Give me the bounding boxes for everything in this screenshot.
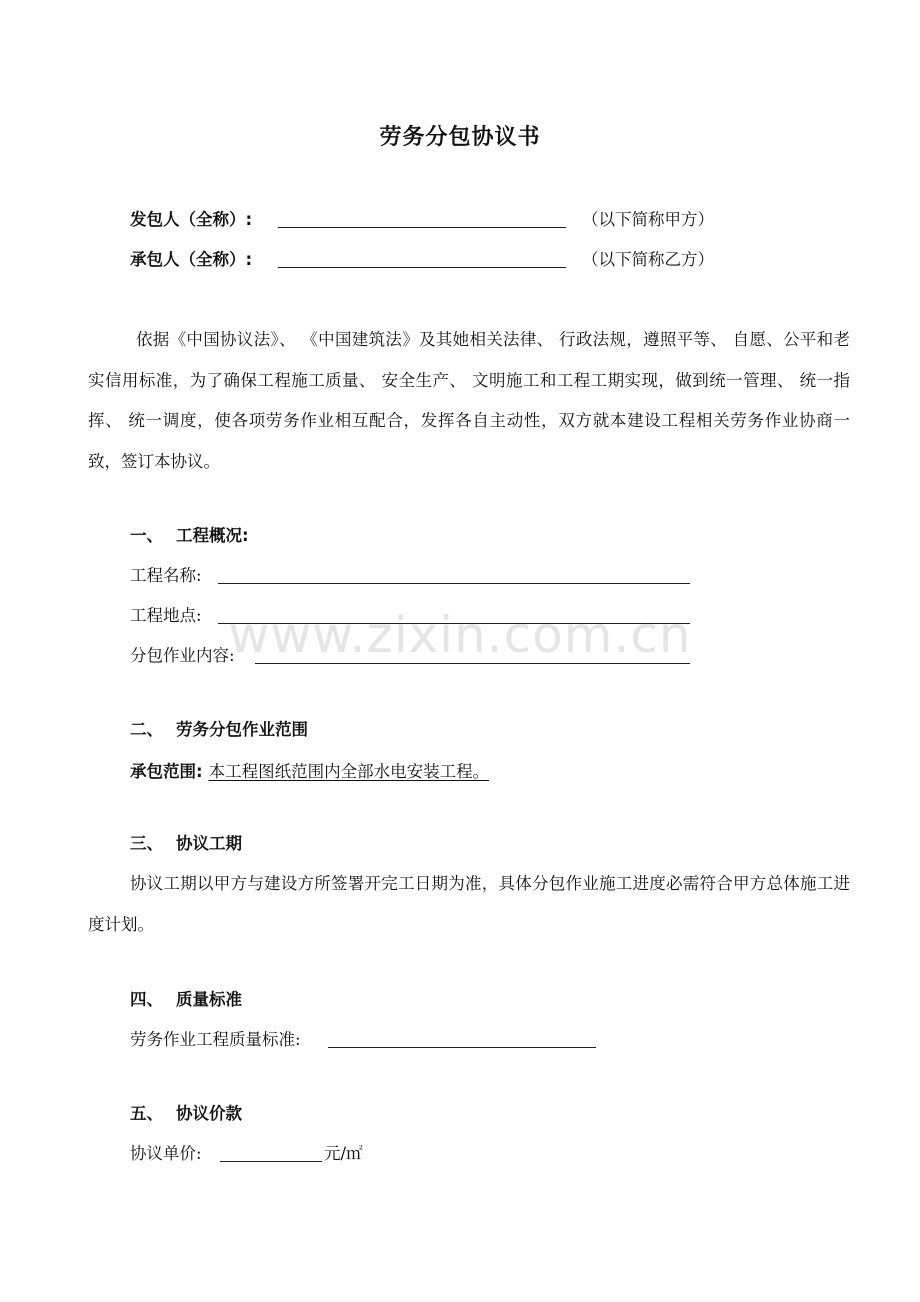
watermark: www.zixin.com.cn (228, 606, 692, 664)
project-location-field[interactable] (218, 606, 690, 624)
party-row-subcontractor (130, 248, 714, 272)
section-heading-period: 三、 协议工期 (130, 834, 242, 853)
section-heading-scope: 二、 劳务分包作业范围 (130, 720, 308, 739)
subcontract-content-field[interactable] (255, 646, 690, 664)
field-project-name (130, 564, 202, 588)
section-heading-overview: 一、 工程概况: (130, 526, 249, 545)
party-note: （以下简称甲方） (582, 210, 714, 229)
quality-standard-field[interactable] (328, 1030, 596, 1048)
party-note: （以下简称乙方） (582, 250, 714, 269)
field-label: 劳务作业工程质量标准: (130, 1030, 301, 1049)
section-heading-quality: 四、 质量标准 (130, 990, 242, 1009)
field-label: 分包作业内容: (130, 646, 235, 665)
preamble-text: 依据《中国协议法》、 《中国建筑法》及其她相关法律、 行政法规，遵照平等、 自愿、公平和老实信用标准，为了确保工程施工质量、 安全生产、 文明施工和工程工期实现，做到统一管理、 统一指挥、 统一调度，使各项劳务作业相互配合，发挥各自主动性，双方就本建设工程相关劳务作业协商一致，签订本协议。 (88, 330, 850, 471)
field-unit-price (130, 1142, 363, 1166)
subcontractor-name-field[interactable] (278, 249, 566, 268)
project-name-field[interactable] (218, 566, 690, 584)
field-project-location (130, 604, 202, 628)
period-text: 协议工期以甲方与建设方所签署开完工日期为准，具体分包作业施工进度必需符合甲方总体施工进度计划。 (88, 874, 850, 934)
scope-row (130, 760, 489, 784)
party-label: 发包人（全称）: (130, 210, 253, 229)
field-subcontract-content (130, 644, 235, 668)
field-quality-standard (130, 1028, 301, 1052)
scope-label: 承包范围: (130, 762, 203, 781)
field-label: 工程名称: (130, 566, 202, 585)
field-label: 工程地点: (130, 606, 202, 625)
section-heading-price: 五、 协议价款 (130, 1104, 242, 1123)
scope-text: 本工程图纸范围内全部水电安装工程。 (208, 762, 490, 781)
document-title: 劳务分包协议书 (379, 125, 541, 150)
field-label: 协议单价: (130, 1144, 202, 1163)
party-label: 承包人（全称）: (130, 250, 253, 269)
price-unit: 元/㎡ (324, 1144, 363, 1163)
unit-price-field[interactable] (220, 1144, 322, 1162)
party-row-contractor (130, 208, 714, 232)
preamble-paragraph (88, 320, 850, 482)
period-paragraph (88, 864, 850, 945)
contractor-name-field[interactable] (278, 209, 566, 228)
